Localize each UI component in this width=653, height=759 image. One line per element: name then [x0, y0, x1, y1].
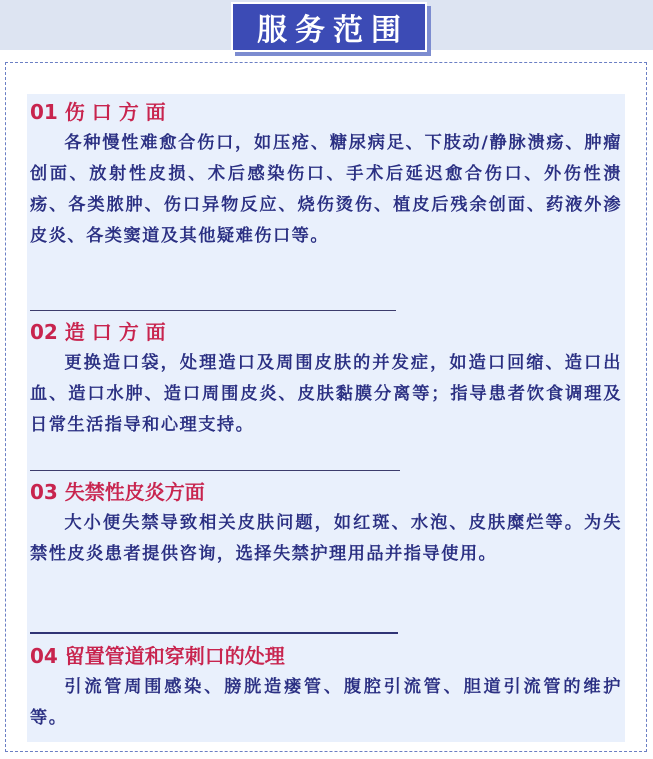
- section-divider: [30, 310, 396, 311]
- section-title: 01 伤 口 方 面: [30, 100, 166, 124]
- section-divider: [30, 632, 398, 634]
- section-body: 大小便失禁导致相关皮肤问题，如红斑、水泡、皮肤糜烂等。为失禁性皮炎患者提供咨询，选择失禁护理用品并指导使用。: [30, 513, 622, 564]
- page-title: 服务范围: [257, 13, 409, 48]
- section-body: 引流管周围感染、膀胱造瘘管、腹腔引流管、胆道引流管的维护等。: [30, 677, 622, 728]
- section-wound: [30, 98, 622, 252]
- section-drainage: [30, 642, 622, 734]
- section-divider: [30, 470, 400, 471]
- section-title: 04 留置管道和穿刺口的处理: [30, 644, 285, 668]
- title-box: [231, 2, 427, 52]
- section-body: 各种慢性难愈合伤口，如压疮、糖尿病足、下肢动/静脉溃疡、肿瘤创面、放射性皮损、术后感染伤口、手术后延迟愈合伤口、外伤性溃疡、各类脓肿、伤口异物反应、烧伤烫伤、植皮后残余创面、药液外渗皮炎、各类窦道及其他疑难伤口等。: [30, 133, 622, 246]
- section-title: 03 失禁性皮炎方面: [30, 480, 205, 504]
- section-stoma: [30, 318, 622, 441]
- section-body: 更换造口袋，处理造口及周围皮肤的并发症，如造口回缩、造口出血、造口水肿、造口周围皮炎、皮肤黏膜分离等；指导患者饮食调理及日常生活指导和心理支持。: [30, 353, 622, 435]
- section-title: 02 造 口 方 面: [30, 320, 166, 344]
- section-incontinence: [30, 478, 622, 570]
